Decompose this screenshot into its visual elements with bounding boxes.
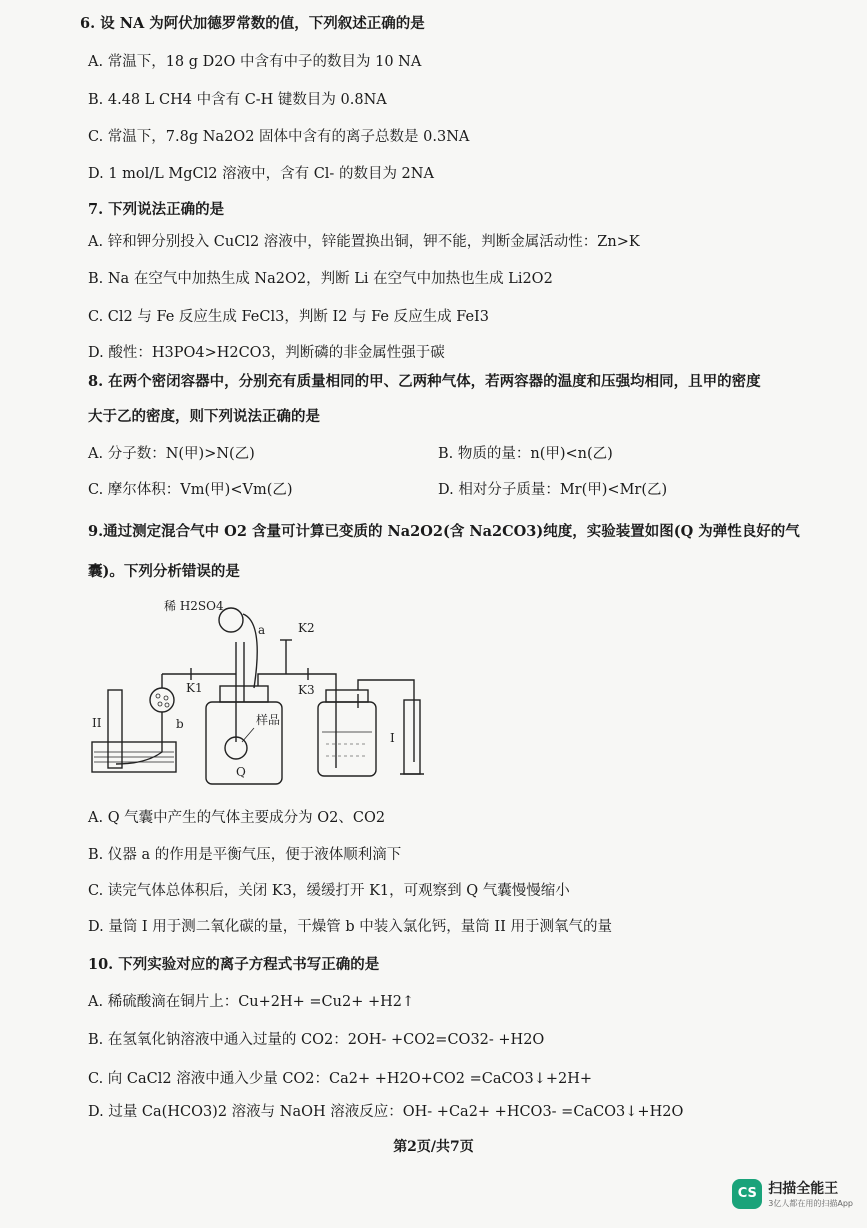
cylinder-ii xyxy=(108,690,122,768)
label-b: b xyxy=(176,717,184,731)
q7-option-a: A. 锌和钾分别投入 CuCl2 溶液中，锌能置换出铜，钾不能，判断金属活动性：Zn>K xyxy=(88,234,640,250)
drying-tube-b xyxy=(150,688,174,712)
q6-stem: 6. 设 NA 为阿伏加德罗常数的值，下列叙述正确的是 xyxy=(80,15,425,32)
scanner-logo-icon: CS xyxy=(732,1179,762,1209)
q6-option-a: A. 常温下，18 g D2O 中含有中子的数目为 10 NA xyxy=(88,54,422,70)
q8-option-b: B. 物质的量：n(甲)<n(乙) xyxy=(438,446,613,462)
q10-stem: 10. 下列实验对应的离子方程式书写正确的是 xyxy=(88,956,380,973)
q10-option-c: C. 向 CaCl2 溶液中通入少量 CO2：Ca2+ +H2O+CO2 =CaCO3↓+2H+ xyxy=(88,1071,593,1087)
scanner-tagline: 3亿人都在用的扫描App xyxy=(768,1199,853,1208)
q6-option-c: C. 常温下，7.8g Na2O2 固体中含有的离子总数是 0.3NA xyxy=(88,129,470,145)
label-dilute-acid: 稀 H2SO4 xyxy=(164,599,224,613)
q10-option-a: A. 稀硫酸滴在铜片上：Cu+2H+ =Cu2+ +H2↑ xyxy=(88,994,415,1010)
label-ii: II xyxy=(92,716,102,730)
q7-option-b: B. Na 在空气中加热生成 Na2O2，判断 Li 在空气中加热也生成 Li2O2 xyxy=(88,271,553,287)
label-k3: K3 xyxy=(298,683,315,697)
q9-option-a: A. Q 气囊中产生的气体主要成分为 O2、CO2 xyxy=(88,810,386,826)
q9-option-d: D. 量筒 I 用于测二氧化碳的量，干燥管 b 中装入氯化钙，量筒 II 用于测氧气的量 xyxy=(88,919,612,935)
scanner-watermark xyxy=(732,1178,853,1209)
q6-option-d: D. 1 mol/L MgCl2 溶液中，含有 Cl- 的数目为 2NA xyxy=(88,166,434,182)
q7-option-c: C. Cl2 与 Fe 反应生成 FeCl3，判断 I2 与 Fe 反应生成 FeI3 xyxy=(88,309,489,325)
cylinder-i xyxy=(404,700,420,774)
label-sample: 样品 xyxy=(256,713,281,727)
page-footer: 第2页/共7页 xyxy=(393,1139,474,1155)
wash-bottle xyxy=(318,702,376,776)
q9-option-b: B. 仪器 a 的作用是平衡气压，便于液体顺利滴下 xyxy=(88,847,402,863)
apparatus-diagram xyxy=(86,592,446,788)
label-a: a xyxy=(258,623,266,637)
q8-option-a: A. 分子数：N(甲)>N(乙) xyxy=(88,446,255,462)
q9-option-c: C. 读完气体总体积后，关闭 K3，缓缓打开 K1，可观察到 Q 气囊慢慢缩小 xyxy=(88,883,570,899)
q7-stem: 7. 下列说法正确的是 xyxy=(88,201,225,218)
label-q: Q xyxy=(236,765,246,779)
q7-option-d: D. 酸性：H3PO4>H2CO3，判断磷的非金属性强于碳 xyxy=(88,345,445,361)
pressure-tube-a xyxy=(243,614,257,688)
scanner-name: 扫描全能王 xyxy=(768,1181,839,1197)
label-i: I xyxy=(390,731,395,745)
q10-option-b: B. 在氢氧化钠溶液中通入过量的 CO2：2OH- +CO2=CO32- +H2O xyxy=(88,1032,545,1048)
q8-stem-line2: 大于乙的密度，则下列说法正确的是 xyxy=(88,408,320,425)
q8-stem-line1: 8. 在两个密闭容器中，分别充有质量相同的甲、乙两种气体，若两容器的温度和压强均相同，且甲的密度 xyxy=(88,373,761,390)
q8-option-c: C. 摩尔体积：Vm(甲)<Vm(乙) xyxy=(88,482,293,498)
q6-option-b: B. 4.48 L CH4 中含有 C-H 键数目为 0.8NA xyxy=(88,92,387,108)
q10-option-d: D. 过量 Ca(HCO3)2 溶液与 NaOH 溶液反应：OH- +Ca2+ +HCO3- =CaCO3↓+H2O xyxy=(88,1104,684,1120)
q8-option-d: D. 相对分子质量：Mr(甲)<Mr(乙) xyxy=(438,482,668,498)
label-k2: K2 xyxy=(298,621,315,635)
label-k1: K1 xyxy=(186,681,203,695)
q9-stem-line1: 9.通过测定混合气中 O2 含量可计算已变质的 Na2O2(含 Na2CO3)纯度，实验装置如图(Q 为弹性良好的气 xyxy=(88,523,800,540)
tube-to-trough xyxy=(116,712,162,764)
q9-stem-line2: 囊)。下列分析错误的是 xyxy=(88,563,240,580)
